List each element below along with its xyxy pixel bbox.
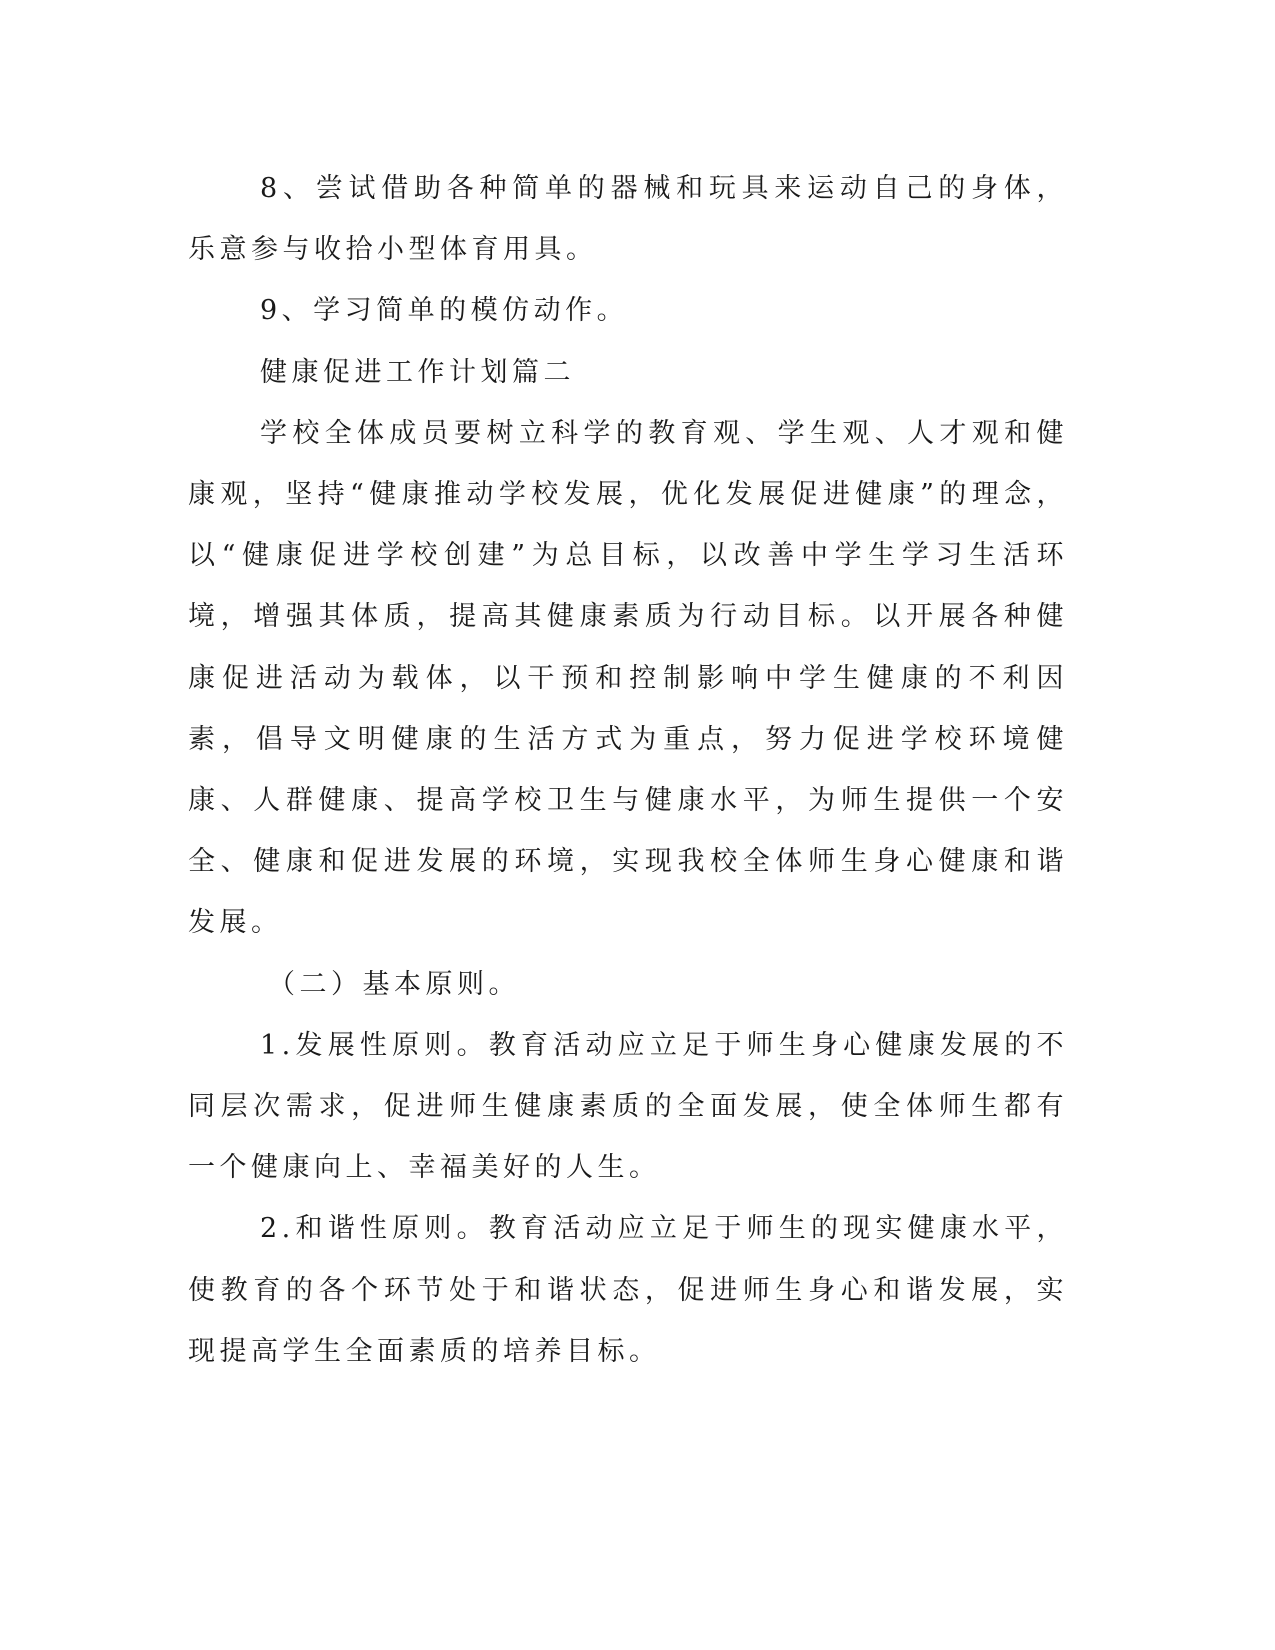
principle-harmony: 2.和谐性原则。教育活动应立足于师生的现实健康水平，使教育的各个环节处于和谐状态，促进师生身心和谐发展，实现提高学生全面素质的培养目标。 xyxy=(188,1213,1068,1367)
intro-paragraph: 学校全体成员要树立科学的教育观、学生观、人才观和健康观，坚持“健康推动学校发展，优化发展促进健康”的理念，以“健康促进学校创建”为总目标，以改善中学生学习生活环境，增强其体质，提高其健康素质为行动目标。以开展各种健康促进活动为载体，以干预和控制影响中学生健康的不利因素，倡导文明健康的生活方式为重点，努力促进学校环境健康、人群健康、提高学校卫生与健康水平，为师生提供一个安全、健康和促进发展的环境，实现我校全体师生身心健康和谐发展。 xyxy=(188,417,1068,939)
principles-heading: （二）基本原则。 xyxy=(268,968,520,1000)
principle-development: 1.发展性原则。教育活动应立足于师生身心健康发展的不同层次需求，促进师生健康素质的全面发展，使全体师生都有一个健康向上、幸福美好的人生。 xyxy=(188,1029,1068,1184)
document-body xyxy=(188,158,1068,1382)
section-title: 健康促进工作计划篇二 xyxy=(260,356,575,388)
list-item-9: 9、学习简单的模仿动作。 xyxy=(260,295,629,327)
list-item-8: 8、尝试借助各种简单的器械和玩具来运动自己的身体，乐意参与收拾小型体育用具。 xyxy=(188,173,1068,266)
